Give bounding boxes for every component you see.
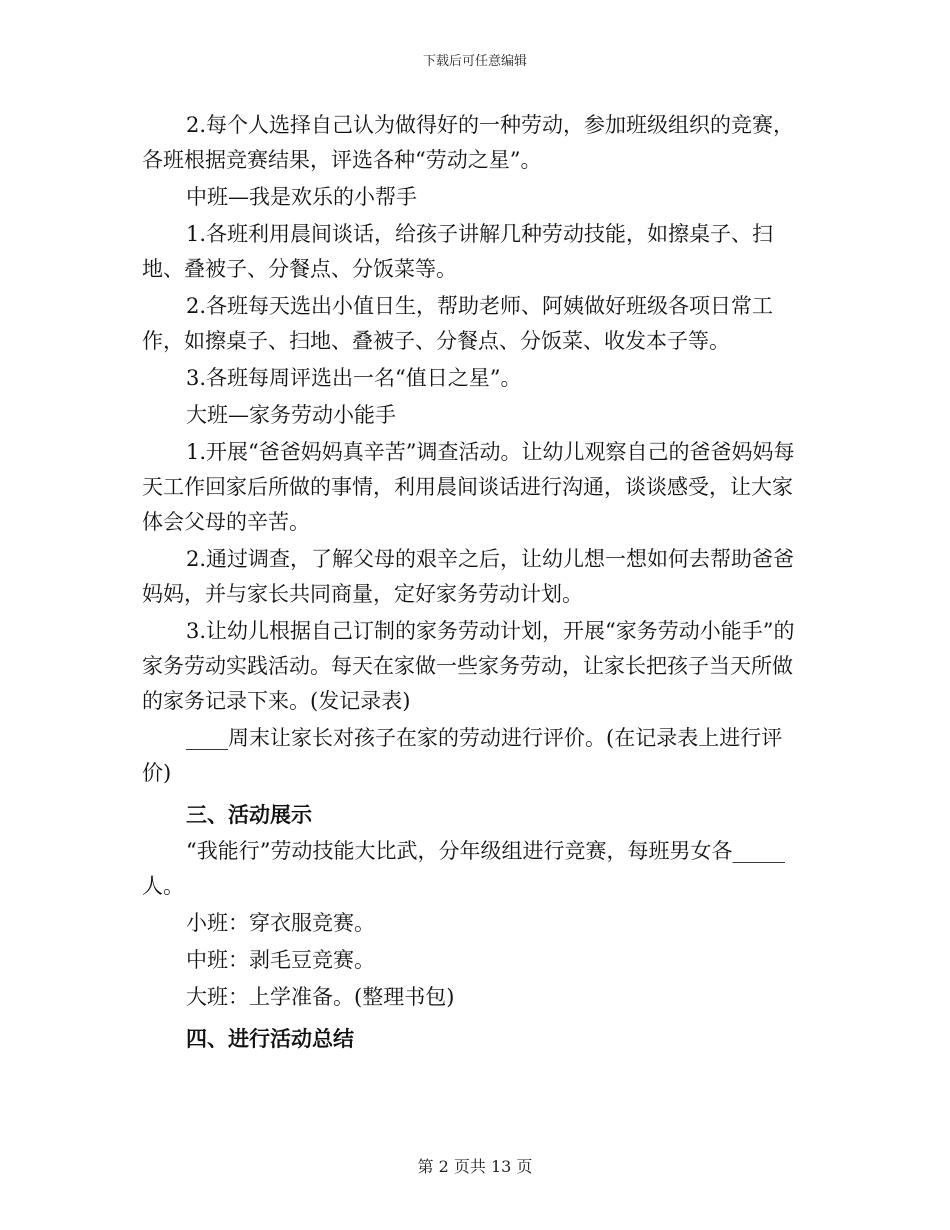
page-footer: 第 2 页共 13 页 (417, 1157, 533, 1176)
paragraph: 3.各班每周评选出一名“值日之星”。 (186, 366, 522, 390)
paragraph: 中班：剥毛豆竞赛。 (186, 948, 375, 972)
paragraph: 1.各班利用晨间谈话，给孩子讲解几种劳动技能，如擦桌子、扫地、叠被子、分餐点、分饭菜等。 (142, 222, 774, 281)
section-heading: 三、活动展示 (186, 802, 312, 827)
document-body (142, 108, 810, 1058)
paragraph: 1.开展“爸爸妈妈真辛苦”调查活动。让幼儿观察自己的爸爸妈妈每天工作回家后所做的事情，利用晨间谈话进行沟通，谈谈感受，让大家体会父母的辛苦。 (142, 440, 795, 534)
paragraph: 2.每个人选择自己认为做得好的一种劳动，参加班级组织的竞赛，各班根据竞赛结果，评选各种“劳动之星”。 (142, 113, 795, 172)
paragraph: 2.通过调查，了解父母的艰辛之后，让幼儿想一想如何去帮助爸爸妈妈，并与家长共同商量，定好家务劳动计划。 (142, 547, 795, 606)
page-header: 下载后可任意编辑 (422, 54, 527, 69)
section-heading: 四、进行活动总结 (186, 1026, 354, 1051)
subsection-heading: 大班—家务劳动小能手 (186, 403, 396, 427)
paragraph: ____周末让家长对孩子在家的劳动进行评价。(在记录表上进行评价) (142, 726, 783, 785)
paragraph: “我能行”劳动技能大比武，分年级组进行竞赛，每班男女各_____人。 (142, 839, 785, 898)
paragraph: 2.各班每天选出小值日生，帮助老师、阿姨做好班级各项日常工作，如擦桌子、扫地、叠被子、分餐点、分饭菜、收发本子等。 (142, 294, 774, 353)
subsection-heading: 中班—我是欢乐的小帮手 (186, 185, 417, 209)
paragraph: 3.让幼儿根据自己订制的家务劳动计划，开展“家务劳动小能手”的家务劳动实践活动。每天在家做一些家务劳动，让家长把孩子当天所做的家务记录下来。(发记录表) (142, 619, 795, 713)
paragraph: 大班：上学准备。(整理书包) (186, 985, 455, 1009)
paragraph: 小班：穿衣服竞赛。 (186, 911, 375, 935)
